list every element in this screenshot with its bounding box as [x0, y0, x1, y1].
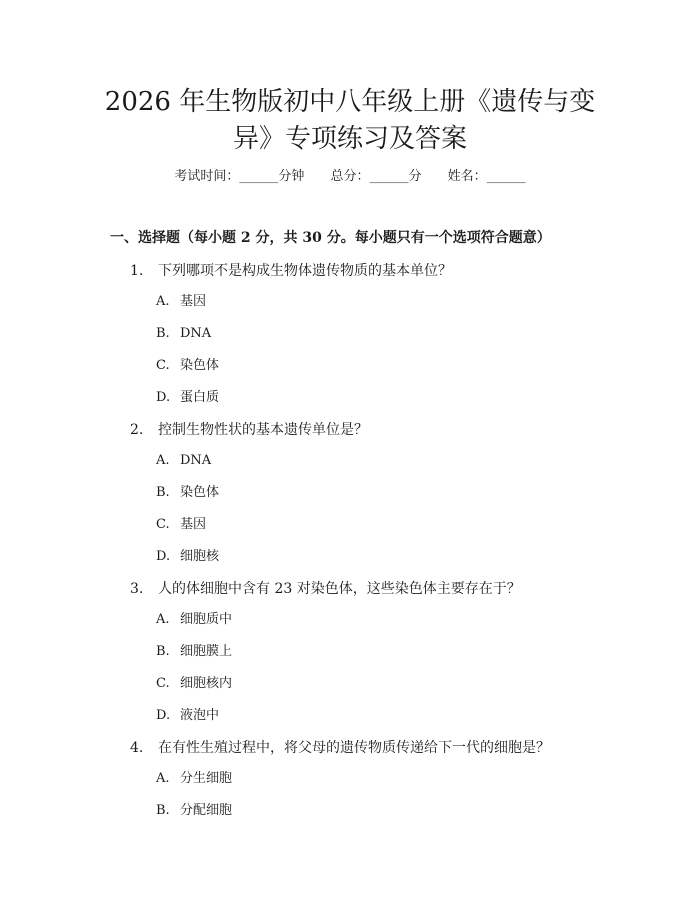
- option-letter: C.: [156, 676, 170, 691]
- option-letter: A.: [156, 453, 170, 468]
- option-text: 染色体: [180, 485, 220, 500]
- option-1a: [156, 292, 206, 312]
- document-title-line-2: 异》专项练习及答案: [232, 124, 467, 154]
- option-text: 蛋白质: [180, 390, 220, 405]
- option-text: 染色体: [180, 358, 220, 373]
- option-letter: B.: [156, 326, 170, 341]
- question-number: 1.: [130, 263, 144, 279]
- option-3a: [156, 610, 232, 630]
- option-letter: B.: [156, 485, 170, 500]
- option-letter: D.: [156, 390, 171, 405]
- option-text: 细胞膜上: [180, 644, 233, 659]
- option-letter: A.: [156, 294, 170, 309]
- option-4b: [156, 801, 232, 821]
- option-2a: [156, 451, 211, 471]
- option-letter: D.: [156, 549, 171, 564]
- question-number: 4.: [130, 740, 144, 756]
- section-heading: 一、选择题（每小题 2 分，共 30 分。每小题只有一个选项符合题意）: [110, 230, 551, 246]
- name-field: 姓名：______: [447, 169, 526, 184]
- question-text: 人的体细胞中含有 23 对染色体，这些染色体主要存在于？: [158, 581, 521, 597]
- option-text: 基因: [180, 294, 207, 309]
- question-1: [130, 261, 452, 281]
- question-3: [130, 579, 521, 599]
- option-letter: B.: [156, 644, 170, 659]
- option-3c: [156, 674, 232, 694]
- document-title-line-1: 2026 年生物版初中八年级上册《遗传与变: [104, 87, 596, 117]
- question-number: 3.: [130, 581, 144, 597]
- question-text: 控制生物性状的基本遗传单位是？: [158, 422, 368, 438]
- option-text: 基因: [180, 517, 207, 532]
- option-text: 细胞核: [180, 549, 220, 564]
- option-letter: C.: [156, 517, 170, 532]
- option-text: 细胞质中: [180, 612, 233, 627]
- option-text: DNA: [180, 453, 212, 468]
- question-2: [130, 420, 368, 440]
- question-text: 在有性生殖过程中，将父母的遗传物质传递给下一代的细胞是？: [158, 740, 550, 756]
- option-letter: B.: [156, 803, 170, 818]
- option-2c: [156, 515, 206, 535]
- question-text: 下列哪项不是构成生物体遗传物质的基本单位？: [158, 263, 452, 279]
- option-1c: [156, 356, 219, 376]
- option-letter: A.: [156, 612, 170, 627]
- option-4a: [156, 769, 232, 789]
- option-text: 分配细胞: [180, 803, 233, 818]
- option-letter: D.: [156, 708, 171, 723]
- option-text: 细胞核内: [180, 676, 233, 691]
- option-3b: [156, 642, 232, 662]
- option-2d: [156, 547, 219, 567]
- total-score-field: 总分：______分: [330, 169, 422, 184]
- option-letter: C.: [156, 358, 170, 373]
- option-text: 液泡中: [180, 708, 220, 723]
- option-text: 分生细胞: [180, 771, 233, 786]
- option-text: DNA: [180, 326, 212, 341]
- option-1d: [156, 388, 219, 408]
- option-1b: [156, 324, 211, 344]
- question-4: [130, 738, 550, 758]
- question-number: 2.: [130, 422, 144, 438]
- exam-info-row: [0, 166, 700, 188]
- option-3d: [156, 706, 219, 726]
- option-2b: [156, 483, 219, 503]
- exam-time-field: 考试时间：______分钟: [174, 169, 305, 184]
- option-letter: A.: [156, 771, 170, 786]
